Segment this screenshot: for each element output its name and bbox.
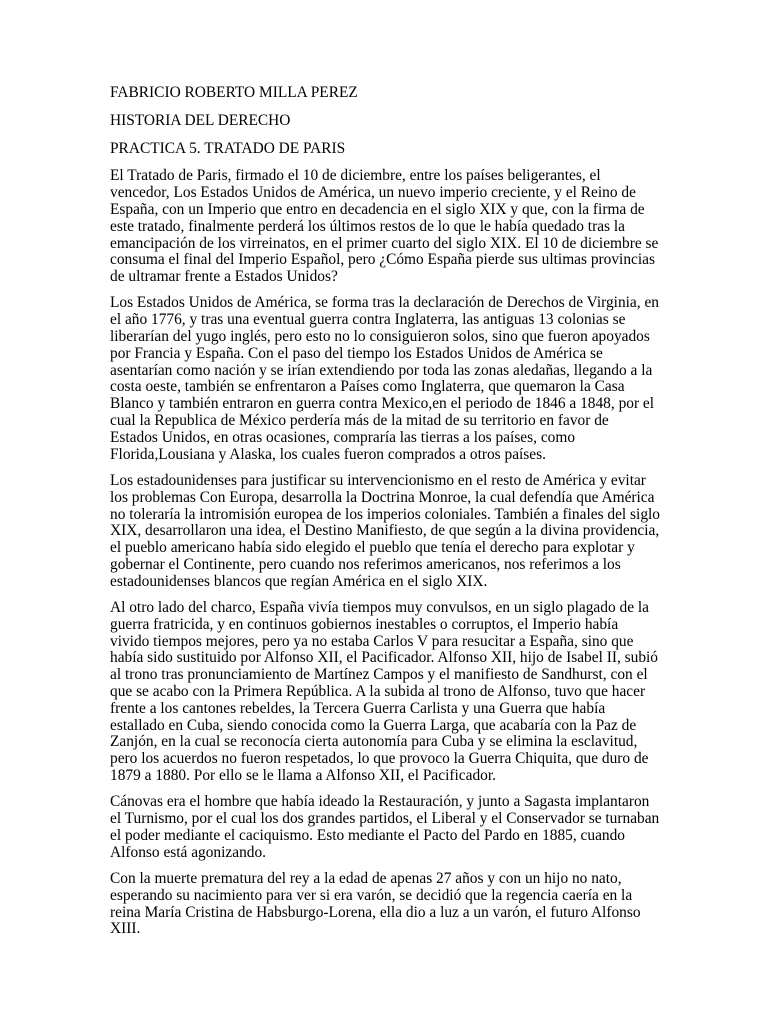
author-name: FABRICIO ROBERTO MILLA PEREZ [110,84,358,101]
paragraph-canovas-restoration: Cánovas era el hombre que había ideado la Restauración, y junto a Sagasta implantaron el Turnismo, por el cual los dos grandes partidos, el Liberal y el Conservador se turnaban el poder mediante el caciquismo. Esto mediante el Pacto del Pardo en 1885, cuando Alfonso está agonizando. [110,793,660,861]
practice-title: PRACTICA 5. TRATADO DE PARIS [110,139,346,157]
paragraph-spain-situation: Al otro lado del charco, España vivía tiempos muy convulsos, en un siglo plagado de la guerra fratricida, y en continuos gobiernos inestables o corruptos, el Imperio había vivido tiempos mejores, pero ya no estaba Carlos V para resucitar a España, sino que había sido sustituido por Alfonso XII, el Pacificador. Alfonso XII, hijo de Isabel II, subió al trono tras pronunciamiento de Martínez Campos y el manifiesto de Sandhurst, con el que se acabo con la Primera República. A la subida al trono de Alfonso, tuvo que hacer frente a los cantones rebeldes, la Tercera Guerra Carlista y una Guerra que había estallado en Cuba, siendo conocida como la Guerra Larga, que acabaría con la Paz de Zanjón, en la cual se reconocía cierta autonomía para Cuba y se elimina la esclavitud, pero los acuerdos no fueron respetados, lo que provoco la Guerra Chiquita, que duro de 1879 a 1880. Por ello se le llama a Alfonso XII, el Pacificador. [110,599,658,784]
paragraph-treaty-intro: El Tratado de Paris, firmado el 10 de diciembre, entre los países beligerantes, el vencedor, Los Estados Unidos de América, un nuevo imperio creciente, y el Reino de España, con un Imperio que entro en decadencia en el siglo XIX y que, con la firma de este tratado, finalmente perderá los últimos restos de lo que le había quedado tras la emancipación de los virreinatos, en el primer cuarto del siglo XIX. El 10 de diciembre se consuma el final del Imperio Español, pero ¿Cómo España pierde sus ultimas provincias de ultramar frente a Estados Unidos? [110,167,659,286]
paragraph-monroe-doctrine: Los estadounidenses para justificar su intervencionismo en el resto de América y evitar los problemas Con Europa, desarrolla la Doctrina Monroe, la cual defendía que América no toleraría la intromisión europea de los imperios coloniales. También a finales del siglo XIX, desarrollaron una idea, el Destino Manifiesto, de que según a la divina providencia, el pueblo americano había sido elegido el pueblo que tenía el derecho para explotar y gobernar el Continente, pero cuando nos referimos americanos, nos referimos a los estadounidenses blancos que regían América en el siglo XIX. [110,471,660,590]
course-title: HISTORIA DEL DERECHO [110,111,291,129]
paragraph-united-states: Los Estados Unidos de América, se forma tras la declaración de Derechos de Virginia, en el año 1776, y tras una eventual guerra contra Inglaterra, las antiguas 13 colonias se liberarían del yugo inglés, pero esto no lo consiguieron solos, sino que fueron apoyados por Francia y España. Con el paso del tiempo los Estados Unidos de América se asentarían como nación y se irían extendiendo por toda las zonas aledañas, llegando a la costa oeste, también se enfrentaron a Países como Inglaterra, que quemaron la Casa Blanco y también entraron en guerra contra Mexico,en el periodo de 1846 a 1848, por el cual la Republica de México perdería más de la mitad de su territorio en favor de Estados Unidos, en otras ocasiones, compraría las tierras a los países, como Florida,Lousiana y Alaska, los cuales fueron comprados a otros países. [110,294,659,463]
paragraph-regency: Con la muerte prematura del rey a la edad de apenas 27 años y con un hijo no nato, esperando su nacimiento para ver si era varón, se decidió que la regencia caería en la reina María Cristina de Habsburgo-Lorena, ella dio a luz a un varón, el futuro Alfonso XIII. [110,869,641,938]
document-page [110,85,660,948]
